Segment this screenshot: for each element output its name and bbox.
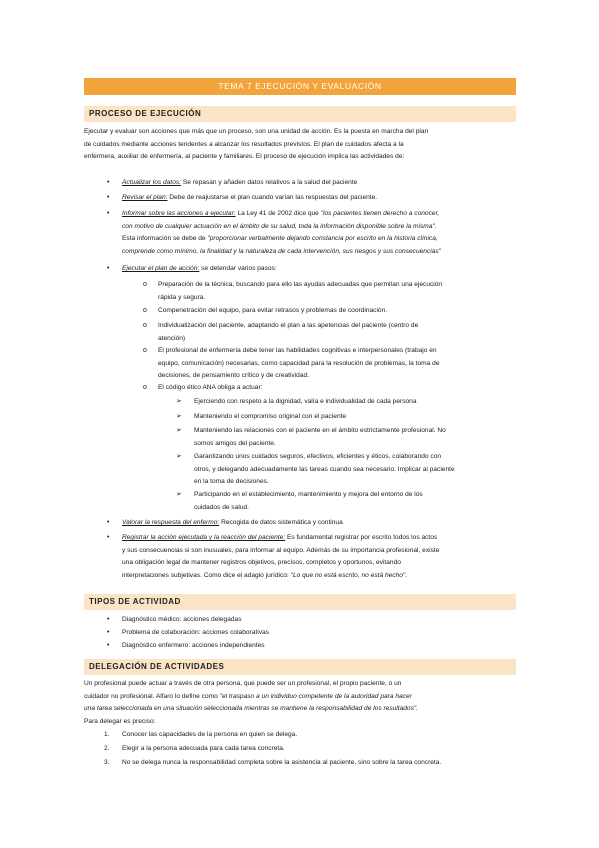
requisito-item: No se delega nunca la responsabilidad completa sobre la asistencia al paciente, sino sobre la tarea concreta.: [122, 759, 442, 766]
activity-quote-line: con motivo de cualquier actuación en el ámbito de su salud, toda la información disponible sobre la misma".: [122, 222, 437, 230]
delegacion-line: Para delegar es preciso:: [84, 717, 156, 725]
ana-line: somos amigos del paciente.: [194, 439, 276, 447]
activity-text: se detendar varios pasos:: [199, 265, 277, 272]
arrow-marker: ➢: [176, 491, 182, 498]
circle-marker: o: [143, 307, 147, 314]
circle-marker: o: [143, 384, 147, 391]
step-line: El código ético ANA obliga a actuar:: [158, 384, 263, 391]
activity-label: Registrar la acción ejecutada y la reacción del paciente:: [122, 534, 286, 541]
circle-marker: o: [143, 281, 147, 288]
activity-label: Ejecutar el plan de acción:: [122, 265, 200, 272]
activity-item-ejecutar: [122, 263, 516, 276]
step-line: Individualización del paciente, adaptando el plan a las apetencias del paciente (centro de: [158, 322, 419, 329]
ana-line: en la toma de decisiones.: [194, 478, 269, 486]
arrow-marker: ➢: [176, 413, 182, 420]
ana-line: Ejerciendo con respeto a la dignidad, valía e individualidad de cada persona: [194, 398, 417, 405]
step-item: [158, 345, 516, 383]
tipo-item: Problema de colaboración: acciones colaborativas: [122, 629, 269, 636]
bullet-marker: •: [107, 534, 110, 541]
activity-text: Es fundamental registrar por escrito todos los actos: [285, 534, 438, 541]
activity-text: Se repasan y añaden datos relativos a la salud del paciente: [181, 179, 358, 186]
step-line: decisiones, de pensamiento crítico y de creatividad.: [158, 372, 310, 380]
activity-item-informar: [122, 208, 516, 258]
step-line: Compenetración del equipo, para evitar retrasos y problemas de coordinación.: [158, 307, 388, 314]
document-title: TEMA 7 EJECUCIÓN Y EVALUACIÓN: [84, 78, 516, 95]
bullet-marker: •: [107, 194, 110, 201]
arrow-marker: ➢: [176, 453, 182, 460]
intro-paragraph: [84, 126, 516, 164]
step-line: equipo, comunicación) necesarias, como capacidad para la resolución de problemas, la toma de: [158, 359, 440, 367]
activity-item-registrar: [122, 532, 516, 582]
activity-item-actualizar: [122, 177, 516, 190]
step-item: [158, 320, 516, 345]
delegacion-paragraph: [84, 678, 516, 728]
arrow-marker: ➢: [176, 427, 182, 434]
bullet-marker: •: [107, 642, 110, 649]
section-heading-delegacion: DELEGACIÓN DE ACTIVIDADES: [84, 659, 516, 675]
ana-line: otros, y delegando adecuadamente las tareas cuando sea necesario. Implicar al paciente: [194, 465, 455, 473]
circle-marker: o: [143, 347, 147, 354]
activity-text: Debe de reajustarse el plan cuando varían las respuestas del paciente.: [167, 194, 378, 201]
delegacion-quote: "el traspaso a un individuo competente de la autoridad para hacer: [219, 692, 412, 700]
activity-text: interpretaciones subjetivas. Como dice el adagio jurídico:: [122, 571, 291, 579]
activity-label: Actualizar los datos:: [122, 179, 182, 186]
step-line: atención): [158, 334, 186, 342]
requisito-item: Conocer las capacidades de la persona en quien se delega.: [122, 731, 298, 738]
intro-line: Ejecutar y evaluar son acciones que más que un proceso, son una unidad de acción. Es la puesta en marcha del plan: [84, 128, 429, 135]
ana-item: [194, 451, 516, 489]
activity-item-revisar: [122, 192, 516, 205]
activity-label: Valorar la respuesta del enfermo:: [122, 519, 220, 526]
number-marker: 1.: [104, 731, 110, 738]
activity-text: Esta información se debe de: [122, 235, 208, 243]
bullet-marker: •: [107, 265, 110, 272]
requisito-item: Elegir a la persona adecuada para cada tarea concreta.: [122, 745, 285, 752]
bullet-marker: •: [107, 179, 110, 186]
bullet-marker: •: [107, 616, 110, 623]
ana-item: [194, 411, 516, 424]
activity-line: una obligación legal de mantener registros objetivos, precisos, completos y oportunos, evitando: [122, 559, 401, 567]
step-line: Preparación de la técnica, buscando para ello las ayudas adecuadas que permitan una ejecución: [158, 281, 443, 288]
step-item: [158, 382, 516, 395]
activity-label: Revisar el plan:: [122, 194, 168, 201]
activity-quote: "Lo que no está escrito, no está hecho": [290, 571, 406, 579]
delegacion-quote-line: una tarea seleccionada en una situación seleccionada mientras se mantiene la responsabilidad de los resultados".: [84, 705, 419, 713]
activity-quote-line: comprende como mínimo, la finalidad y la naturaleza de cada intervención, sus riesgos y sus consecuencias": [122, 247, 442, 255]
ana-item: [194, 489, 516, 514]
section-heading-proceso: PROCESO DE EJECUCIÓN: [84, 106, 516, 122]
number-marker: 2.: [104, 745, 110, 752]
activity-label: Informar sobre las acciones a ejecutar:: [122, 210, 236, 217]
bullet-marker: •: [107, 210, 110, 217]
ana-item: [194, 396, 516, 409]
ana-line: Manteniendo el compromiso original con el paciente: [194, 413, 347, 420]
activity-quote: "los pacientes tienen derecho a conocer,: [320, 210, 440, 217]
activity-text: La Ley 41 de 2002 dice que: [235, 210, 321, 217]
activity-quote: "proporcionar verbalmente dejando constancia por escrito en la historia clínica,: [207, 235, 438, 243]
circle-marker: o: [143, 322, 147, 329]
bullet-marker: •: [107, 519, 110, 526]
step-item: [158, 279, 516, 304]
ana-line: Garantizando unos cuidados seguros, efectivos, eficientes y éticos, colaborando con: [194, 453, 442, 460]
step-line: rápida y segura.: [158, 293, 206, 301]
step-line: El profesional de enfermería debe tener las habilidades cognitivas e interpersonales (trabajo en: [158, 347, 437, 354]
ana-line: cuidados de salud.: [194, 503, 249, 511]
tipo-item: Diagnóstico médico: acciones delegadas: [122, 616, 242, 623]
arrow-marker: ➢: [176, 398, 182, 405]
intro-line: enfermera, auxiliar de enfermería, al paciente y familiares. El proceso de ejecución implica las actividades de:: [84, 153, 405, 161]
bullet-marker: •: [107, 629, 110, 636]
tipo-item: Diagnóstico enfermero: acciones independientes: [122, 642, 265, 649]
step-item: [158, 305, 516, 318]
ana-line: Participando en el establecimiento, mantenimiento y mejora del entorno de los: [194, 491, 423, 498]
intro-line: de cuidados mediante acciones tendentes a alcanzar los resultados previstos. El plan de cuidados afecta a la: [84, 140, 404, 148]
number-marker: 3.: [104, 759, 110, 766]
delegacion-line: Un profesional puede actuar a través de otra persona, que puede ser un profesional, el propio paciente, o un: [84, 680, 402, 687]
activity-text: Recogida de datos sistemática y continua: [219, 519, 343, 526]
activity-item-valorar: [122, 517, 516, 530]
activity-text: .: [405, 571, 408, 579]
ana-item: [194, 425, 516, 450]
section-heading-tipos: TIPOS DE ACTIVIDAD: [84, 594, 516, 610]
ana-line: Manteniendo las relaciones con el paciente en el ámbito estrictamente profesional. No: [194, 427, 446, 434]
delegacion-text: cuidador no profesional. Alfaro lo define como: [84, 692, 220, 700]
activity-line: y sus consecuencias si son inusuales, para informar al equipo. Además de su importancia profesional, existe: [122, 546, 440, 554]
